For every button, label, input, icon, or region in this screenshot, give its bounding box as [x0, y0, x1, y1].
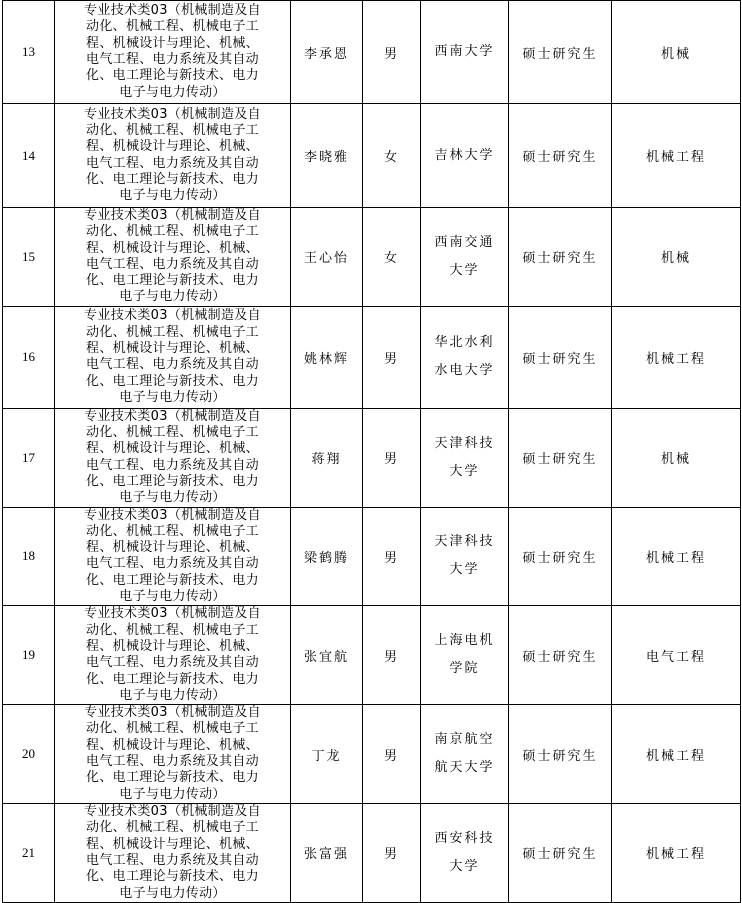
post-line: 电气工程、电力系统及其自动: [86, 256, 259, 272]
post-line: 电子与电力传动）: [119, 84, 226, 100]
post-cell: [55, 208, 291, 307]
school-cell: [421, 306, 509, 408]
post-line: 动化、机械工程、机械电子工: [86, 721, 259, 737]
post-line: 专业技术类03（机械制造及自: [84, 507, 261, 523]
degree-cell: 硕士研究生: [509, 705, 612, 804]
name-cell: 张富强: [291, 803, 363, 902]
post-line: 动化、机械工程、机械电子工: [86, 324, 259, 340]
post-line: 电气工程、电力系统及其自动: [86, 556, 259, 572]
post-line: 动化、机械工程、机械电子工: [86, 425, 259, 441]
post-line: 程、机械设计与理论、机械、: [86, 139, 259, 155]
post-line: 电气工程、电力系统及其自动: [86, 357, 259, 373]
post-line: 动化、机械工程、机械电子工: [86, 622, 259, 638]
post-line: 动化、机械工程、机械电子工: [86, 523, 259, 539]
degree-cell: 硕士研究生: [509, 606, 612, 705]
post-line: 电子与电力传动）: [119, 289, 226, 305]
table-body: [3, 1, 741, 903]
post-line: 化、电工理论与新技术、电力: [86, 770, 259, 786]
table-row: [3, 306, 741, 408]
post-line: 专业技术类03（机械制造及自: [84, 804, 261, 820]
gender-cell: 男: [363, 803, 421, 902]
name-cell: 梁鹤腾: [291, 507, 363, 606]
post-line: 程、机械设计与理论、机械、: [86, 737, 259, 753]
school-line: 天津科技: [434, 435, 495, 451]
school-line: 西安科技: [434, 830, 495, 846]
row-number-cell: 13: [3, 1, 55, 104]
name-cell: 李晓雅: [291, 104, 363, 208]
school-line: 西南交通: [434, 234, 495, 250]
school-cell: [421, 507, 509, 606]
post-cell: [55, 408, 291, 507]
post-line: 专业技术类03（机械制造及自: [84, 308, 261, 324]
major-cell: 机械: [612, 408, 741, 507]
post-line: 电子与电力传动）: [119, 589, 226, 605]
gender-cell: 女: [363, 104, 421, 208]
school-line: 吉林大学: [434, 147, 495, 163]
post-line: 电子与电力传动）: [119, 389, 226, 405]
school-cell: [421, 208, 509, 307]
degree-cell: 硕士研究生: [509, 104, 612, 208]
major-cell: 机械: [612, 208, 741, 307]
row-number-cell: 14: [3, 104, 55, 208]
school-cell: [421, 1, 509, 104]
school-line: 大学: [449, 858, 480, 874]
row-number-cell: 20: [3, 705, 55, 804]
gender-cell: 男: [363, 408, 421, 507]
post-line: 专业技术类03（机械制造及自: [84, 606, 261, 622]
post-line: 电气工程、电力系统及其自动: [86, 457, 259, 473]
post-line: 电气工程、电力系统及其自动: [86, 852, 259, 868]
row-number-cell: 18: [3, 507, 55, 606]
post-line: 程、机械设计与理论、机械、: [86, 836, 259, 852]
name-cell: 李承恩: [291, 1, 363, 104]
school-line: 水电大学: [434, 363, 495, 379]
major-cell: 机械工程: [612, 803, 741, 902]
school-line: 学院: [449, 661, 480, 677]
row-number-cell: 21: [3, 803, 55, 902]
post-line: 动化、机械工程、机械电子工: [86, 224, 259, 240]
school-line: 上海电机: [434, 633, 495, 649]
post-line: 电气工程、电力系统及其自动: [86, 655, 259, 671]
school-line: 南京航空: [434, 732, 495, 748]
post-cell: [55, 306, 291, 408]
post-line: 程、机械设计与理论、机械、: [86, 441, 259, 457]
school-cell: [421, 705, 509, 804]
post-cell: [55, 507, 291, 606]
post-line: 化、电工理论与新技术、电力: [86, 869, 259, 885]
degree-cell: 硕士研究生: [509, 306, 612, 408]
school-cell: [421, 104, 509, 208]
post-cell: [55, 803, 291, 902]
school-line: 大学: [449, 262, 480, 278]
post-line: 程、机械设计与理论、机械、: [86, 540, 259, 556]
major-cell: 电气工程: [612, 606, 741, 705]
row-number-cell: 16: [3, 306, 55, 408]
major-cell: 机械工程: [612, 306, 741, 408]
post-line: 电气工程、电力系统及其自动: [86, 155, 259, 171]
degree-cell: 硕士研究生: [509, 507, 612, 606]
name-cell: 姚林辉: [291, 306, 363, 408]
post-line: 化、电工理论与新技术、电力: [86, 473, 259, 489]
post-line: 专业技术类03（机械制造及自: [84, 705, 261, 721]
post-line: 程、机械设计与理论、机械、: [86, 35, 259, 51]
post-line: 电子与电力传动）: [119, 885, 226, 901]
post-line: 专业技术类03（机械制造及自: [84, 106, 261, 122]
school-line: 华北水利: [434, 335, 495, 351]
gender-cell: 男: [363, 1, 421, 104]
major-cell: 机械工程: [612, 507, 741, 606]
post-line: 电子与电力传动）: [119, 687, 226, 703]
post-line: 电气工程、电力系统及其自动: [86, 52, 259, 67]
post-line: 专业技术类03（机械制造及自: [84, 208, 261, 223]
gender-cell: 女: [363, 208, 421, 307]
school-line: 大学: [449, 463, 480, 479]
name-cell: 蒋翔: [291, 408, 363, 507]
school-cell: [421, 803, 509, 902]
post-cell: [55, 705, 291, 804]
post-line: 程、机械设计与理论、机械、: [86, 638, 259, 654]
post-line: 动化、机械工程、机械电子工: [86, 122, 259, 138]
post-line: 电子与电力传动）: [119, 786, 226, 802]
post-line: 电子与电力传动）: [119, 490, 226, 506]
table-row: [3, 104, 741, 208]
row-number-cell: 15: [3, 208, 55, 307]
post-line: 程、机械设计与理论、机械、: [86, 340, 259, 356]
post-line: 动化、机械工程、机械电子工: [86, 820, 259, 836]
school-cell: [421, 606, 509, 705]
name-cell: 王心怡: [291, 208, 363, 307]
post-line: 程、机械设计与理论、机械、: [86, 240, 259, 256]
school-cell: [421, 408, 509, 507]
post-line: 化、电工理论与新技术、电力: [86, 273, 259, 289]
table-row: [3, 507, 741, 606]
name-cell: 丁龙: [291, 705, 363, 804]
table-row: [3, 1, 741, 104]
post-cell: [55, 1, 291, 104]
name-cell: 张宜航: [291, 606, 363, 705]
school-line: 大学: [449, 562, 480, 578]
candidate-table: [2, 0, 741, 903]
post-line: 化、电工理论与新技术、电力: [86, 171, 259, 187]
post-line: 专业技术类03（机械制造及自: [84, 3, 261, 19]
degree-cell: 硕士研究生: [509, 1, 612, 104]
gender-cell: 男: [363, 606, 421, 705]
post-line: 动化、机械工程、机械电子工: [86, 19, 259, 35]
table-row: [3, 606, 741, 705]
post-line: 专业技术类03（机械制造及自: [84, 408, 261, 424]
table-row: [3, 803, 741, 902]
degree-cell: 硕士研究生: [509, 408, 612, 507]
post-line: 化、电工理论与新技术、电力: [86, 572, 259, 588]
post-line: 化、电工理论与新技术、电力: [86, 671, 259, 687]
gender-cell: 男: [363, 705, 421, 804]
table-row: [3, 705, 741, 804]
major-cell: 机械: [612, 1, 741, 104]
post-line: 化、电工理论与新技术、电力: [86, 373, 259, 389]
post-line: 电子与电力传动）: [119, 188, 226, 204]
major-cell: 机械工程: [612, 104, 741, 208]
table-row: [3, 208, 741, 307]
post-line: 电气工程、电力系统及其自动: [86, 754, 259, 770]
gender-cell: 男: [363, 306, 421, 408]
post-cell: [55, 104, 291, 208]
gender-cell: 男: [363, 507, 421, 606]
school-line: 天津科技: [434, 534, 495, 550]
table-row: [3, 408, 741, 507]
post-line: 化、电工理论与新技术、电力: [86, 68, 259, 84]
row-number-cell: 17: [3, 408, 55, 507]
school-line: 航天大学: [434, 760, 495, 776]
post-cell: [55, 606, 291, 705]
degree-cell: 硕士研究生: [509, 803, 612, 902]
school-line: 西南大学: [434, 44, 495, 59]
major-cell: 机械工程: [612, 705, 741, 804]
degree-cell: 硕士研究生: [509, 208, 612, 307]
row-number-cell: 19: [3, 606, 55, 705]
